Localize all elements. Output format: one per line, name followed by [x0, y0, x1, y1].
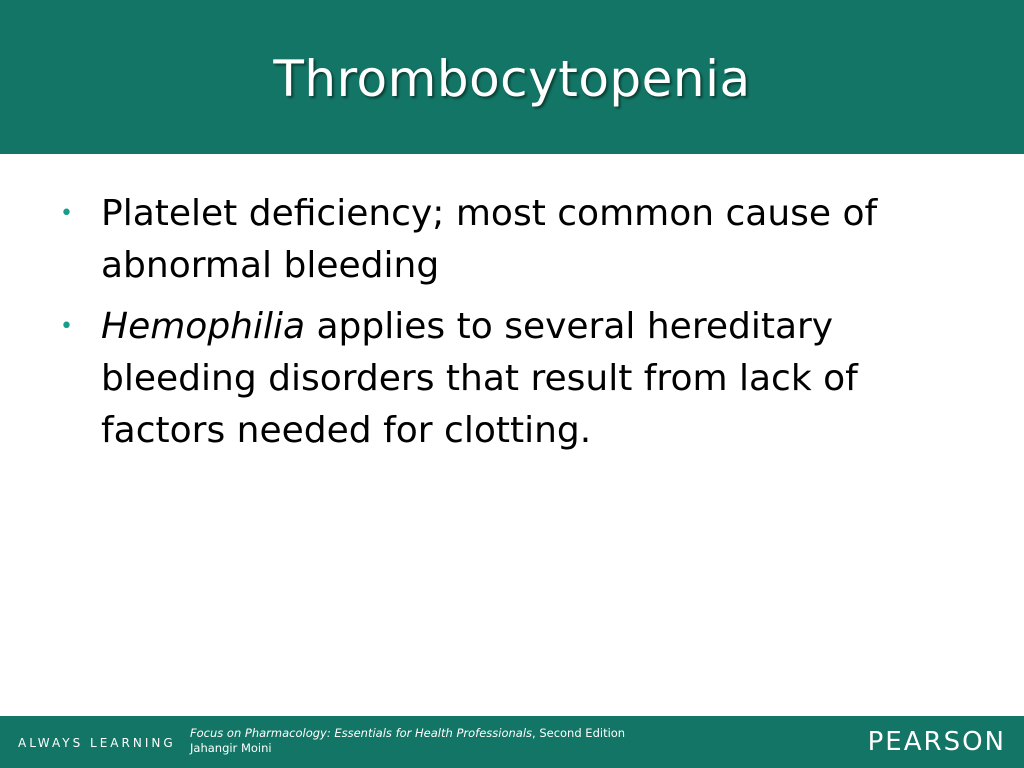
footer-citation [190, 726, 625, 756]
footer-bar [0, 716, 1024, 768]
footer-tagline: ALWAYS LEARNING [18, 736, 176, 750]
pearson-logo: PEARSON [867, 727, 1006, 757]
book-edition: , Second Edition [532, 726, 626, 740]
bullet-text: Platelet deficiency; most common cause of abnormal bleeding [101, 193, 878, 286]
citation-title-line [190, 726, 625, 741]
bullet-icon: • [60, 314, 73, 339]
bullet-italic-term: Hemophilia [101, 306, 306, 347]
title-bar [0, 0, 1024, 154]
bullet-item-platelet-deficiency [60, 188, 960, 292]
book-author: Jahangir Moini [190, 741, 272, 755]
bullet-list [60, 188, 960, 466]
bullet-icon: • [60, 201, 73, 226]
bullet-text: applies to several hereditary bleeding disorders that result from lack of factors needed for clotting. [101, 306, 858, 451]
bullet-item-hemophilia [60, 301, 960, 457]
slide-title: Thrombocytopenia [273, 50, 751, 108]
book-title: Focus on Pharmacology: Essentials for Health Professionals [190, 726, 533, 740]
